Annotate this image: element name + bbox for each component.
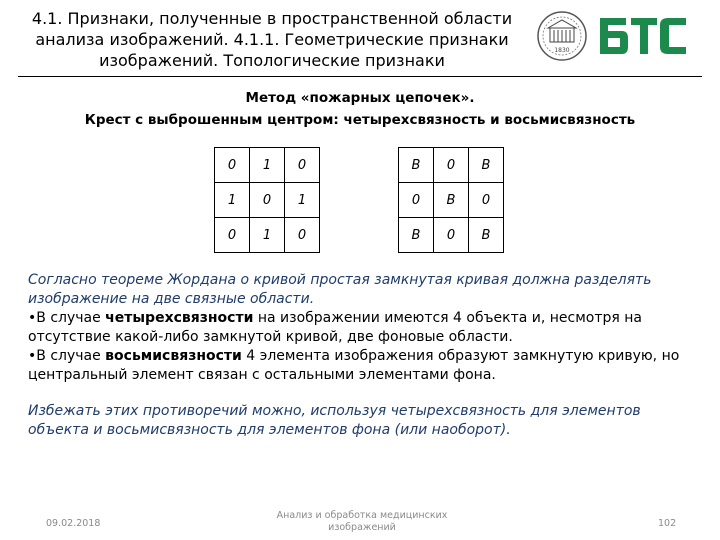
grid-row	[399, 183, 504, 218]
grid-cell: 0	[469, 183, 504, 218]
grid-cell: B	[469, 148, 504, 183]
footer-page-number: 102	[658, 518, 677, 529]
jordan-theorem-paragraph: Согласно теореме Жордана о кривой простая замкнутая кривая должна разделять изображение на две связные области.	[28, 272, 652, 307]
bullet-text: 4 элемента изображения образуют замкнутую кривую, но центральный элемент связан с остальными элементами фона.	[28, 348, 680, 383]
header-divider	[18, 76, 702, 77]
cross-heading: Крест с выброшенным центром: четырехсвязность и восьмисвязность	[84, 112, 636, 128]
slide-title: 4.1. Признаки, полученные в пространственной области анализа изображений. 4.1.1. Геометрические признаки изображений. Топологические признаки	[31, 9, 513, 70]
keyword-four-connectivity: четырехсвязности	[105, 310, 254, 326]
grid-cell: 0	[215, 148, 250, 183]
grid-row	[215, 183, 320, 218]
method-heading: Метод «пожарных цепочек».	[245, 90, 475, 106]
spacer	[28, 385, 698, 402]
binary-cross-grid	[214, 147, 320, 253]
grid-cell: 0	[399, 183, 434, 218]
grid-cell: B	[399, 148, 434, 183]
conclusion-paragraph: Избежать этих противоречий можно, используя четырехсвязность для элементов объекта и восьмисвязность для элементов фона (или наоборот).	[28, 403, 641, 438]
footer-date: 09.02.2018	[46, 518, 101, 529]
grid-row	[399, 218, 504, 253]
labeled-cross-grid	[398, 147, 504, 253]
grid-row	[399, 148, 504, 183]
university-seal-logo	[536, 8, 588, 66]
bullet-prefix: •В случае	[28, 310, 106, 326]
slide-footer	[0, 510, 720, 540]
bullet-eight-connectivity	[28, 347, 698, 385]
slide-body	[28, 271, 698, 440]
grid-cell: B	[434, 183, 469, 218]
footer-course-line2: изображений	[328, 522, 396, 533]
bullet-text: на изображении имеются 4 объекта и, несмотря на отсутствие какой-либо замкнутой кривой, две фоновые области.	[28, 310, 642, 345]
slide-header	[0, 0, 720, 78]
grid-cell: 0	[285, 148, 320, 183]
grid-cell: B	[469, 218, 504, 253]
seal-year: 1830	[554, 47, 570, 54]
slide-subtitle	[0, 87, 720, 131]
bullet-prefix: •В случае	[28, 348, 106, 364]
grid-cell: B	[399, 218, 434, 253]
keyword-eight-connectivity: восьмисвязности	[105, 348, 242, 364]
grid-cell: 0	[434, 148, 469, 183]
grid-cell: 0	[434, 218, 469, 253]
bullet-four-connectivity	[28, 309, 698, 347]
grid-cell: 1	[250, 218, 285, 253]
grid-cell: 1	[250, 148, 285, 183]
footer-course	[262, 510, 462, 534]
grid-cell: 0	[215, 218, 250, 253]
grid-cell: 1	[285, 183, 320, 218]
grid-cell: 1	[215, 183, 250, 218]
grid-cell: 0	[250, 183, 285, 218]
grid-row	[215, 218, 320, 253]
bts-brand-logo	[596, 14, 690, 58]
grid-cell: 0	[285, 218, 320, 253]
footer-course-line1: Анализ и обработка медицинских	[276, 510, 448, 521]
grid-row	[215, 148, 320, 183]
bts-logo-icon	[596, 14, 690, 58]
